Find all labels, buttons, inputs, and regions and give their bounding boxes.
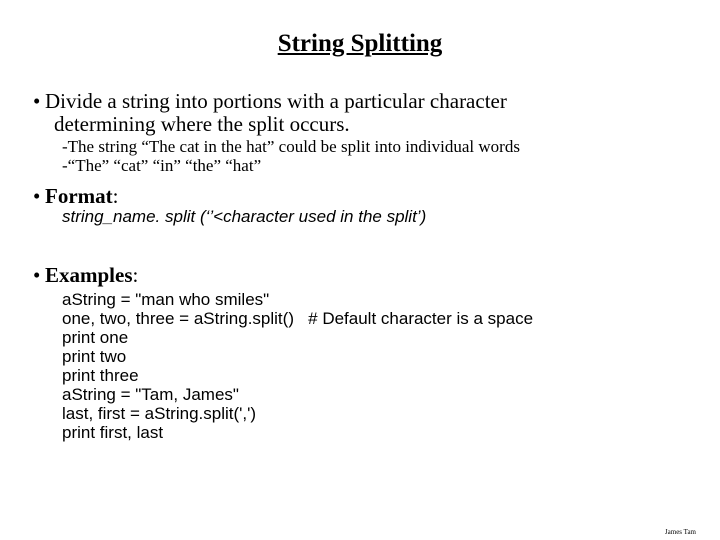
- bullet-dot: •: [33, 184, 41, 208]
- code-line: print two: [62, 347, 127, 366]
- example-code-block: [62, 290, 533, 442]
- bullet-divide-line2: determining where the split occurs.: [54, 112, 350, 136]
- sub-point-2: -“The” “cat” “in” “the” “hat”: [62, 156, 262, 175]
- bullet-examples-label: Examples: [45, 263, 133, 287]
- sub-point-1: -The string “The cat in the hat” could be split into individual words: [62, 137, 520, 156]
- code-line: print first, last: [62, 423, 164, 442]
- code-line: print three: [62, 366, 139, 385]
- bullet-format: [33, 185, 118, 208]
- code-line: print one: [62, 328, 129, 347]
- format-code: string_name. split (‘’<character used in the split’): [62, 207, 427, 226]
- bullet-dot: •: [33, 89, 41, 113]
- bullet-format-suffix: :: [112, 184, 119, 208]
- code-line: aString = "man who smiles": [62, 290, 270, 309]
- bullet-divide-line1: Divide a string into portions with a particular character: [45, 89, 507, 113]
- bullet-divide: [33, 90, 507, 136]
- bullet-dot: •: [33, 263, 41, 287]
- bullet-examples-suffix: :: [132, 263, 139, 287]
- bullet-examples: [33, 264, 138, 287]
- code-line: last, first = aString.split(','): [62, 404, 257, 423]
- code-line: aString = "Tam, James": [62, 385, 239, 404]
- bullet-format-label: Format: [45, 184, 113, 208]
- code-line: one, two, three = aString.split() # Default character is a space: [62, 309, 534, 328]
- footer-author: James Tam: [664, 528, 696, 536]
- slide-title: String Splitting: [277, 30, 443, 57]
